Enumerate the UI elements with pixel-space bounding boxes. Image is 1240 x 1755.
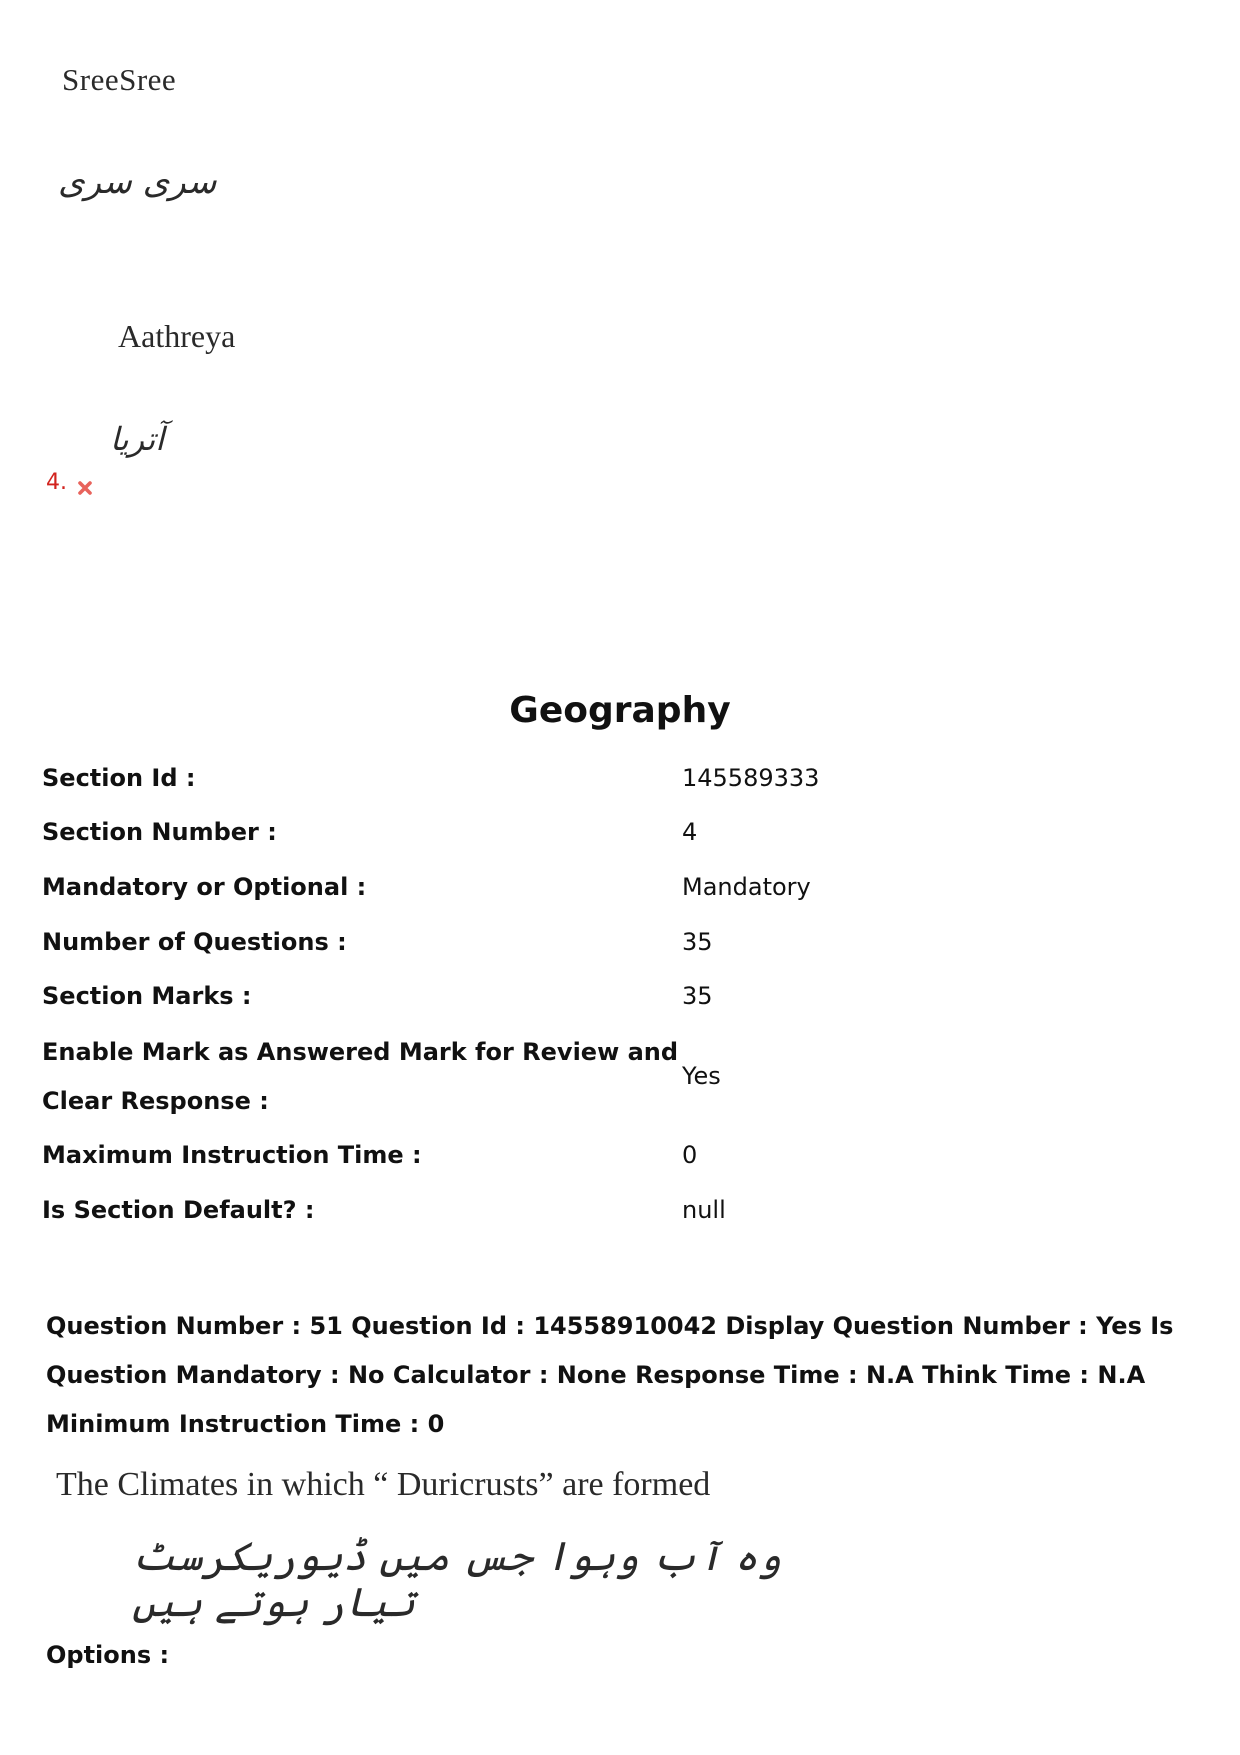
max-instruction-time-value: 0 bbox=[682, 1141, 698, 1169]
option-number bbox=[46, 470, 93, 495]
option-text-urdu: آتریا bbox=[110, 420, 165, 458]
option-text-english: Aathreya bbox=[118, 318, 236, 354]
section-default-label: Is Section Default? : bbox=[42, 1196, 315, 1224]
section-title: Geography bbox=[509, 690, 731, 731]
mandatory-optional-value: Mandatory bbox=[682, 873, 811, 901]
section-default-value: null bbox=[682, 1196, 726, 1224]
options-label: Options : bbox=[46, 1641, 170, 1669]
question-metadata: Question Number : 51 Question Id : 14558910042 Display Question Number : Yes Is Question Mandatory : No Calculator : None Response Time : N.A Think Time : N.A Minimum Instruction Time : 0 bbox=[46, 1312, 1174, 1438]
question-text-urdu: وہ آب وہوا جس میں ڈیوریکرسٹ تیار ہوتے ہیں bbox=[132, 1534, 782, 1626]
enable-mark-review-label: Enable Mark as Answered Mark for Review and Clear Response : bbox=[42, 1038, 679, 1115]
mandatory-optional-label: Mandatory or Optional : bbox=[42, 873, 367, 901]
section-marks-value: 35 bbox=[682, 982, 713, 1010]
enable-mark-review-value: Yes bbox=[682, 1062, 721, 1090]
option-text-english: SreeSree bbox=[62, 62, 177, 97]
section-id-value: 145589333 bbox=[682, 764, 820, 792]
question-text-english: The Climates in which “ Duricrusts” are formed bbox=[56, 1466, 711, 1503]
section-number-label: Section Number : bbox=[42, 818, 277, 846]
section-id-label: Section Id : bbox=[42, 764, 196, 792]
option-number-label: 4. bbox=[46, 470, 67, 495]
section-number-value: 4 bbox=[682, 818, 698, 846]
cross-icon bbox=[77, 477, 93, 493]
max-instruction-time-label: Maximum Instruction Time : bbox=[42, 1141, 422, 1169]
number-of-questions-label: Number of Questions : bbox=[42, 928, 347, 956]
section-marks-label: Section Marks : bbox=[42, 982, 252, 1010]
number-of-questions-value: 35 bbox=[682, 928, 713, 956]
option-text-urdu: سری سری bbox=[58, 162, 217, 202]
